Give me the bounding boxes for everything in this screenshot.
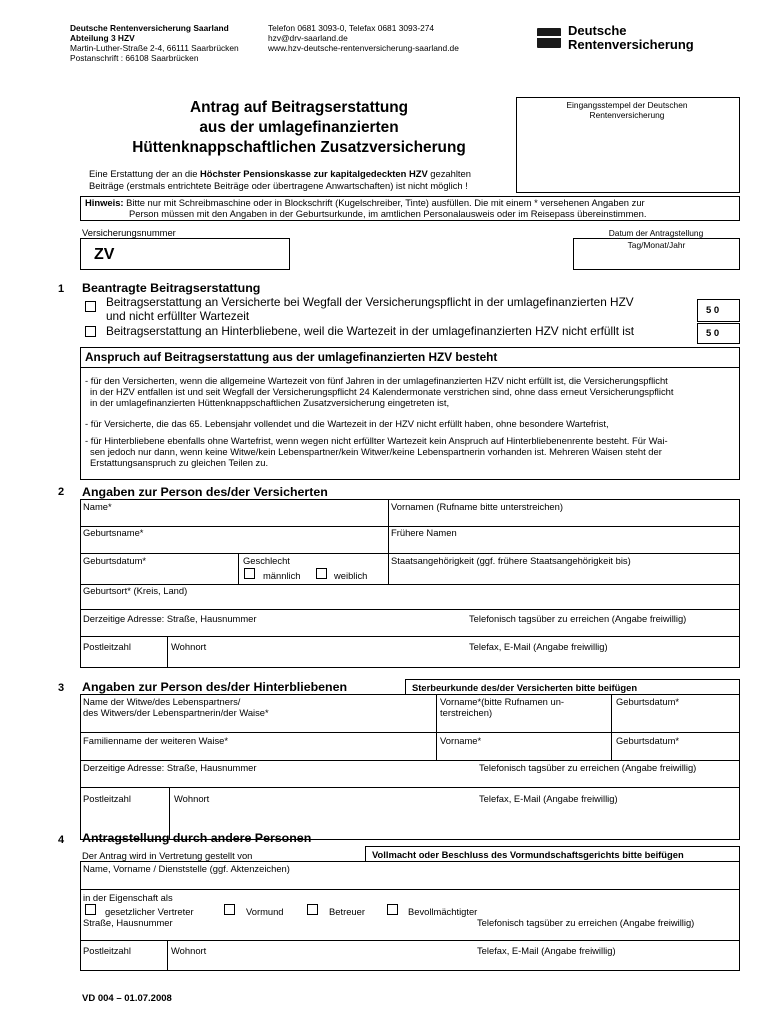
representative-name-label: Name, Vorname / Dienststelle (ggf. Aktenzeichen)	[83, 863, 290, 874]
title-line-3: Hüttenknappschaftlichen Zusatzversicherung	[132, 139, 466, 156]
hint-line-1: Hinweis: Bitte nur mit Schreibmaschine oder in Blockschrift (Kugelschreiber, Tinte) ausfüllen. Die mit einem * versehenen Angaben zur	[85, 197, 645, 208]
option-2-label: Beitragserstattung an Hinterbliebene, weil die Wartezeit in der umlagefinanzierten HZV nicht erfüllt ist	[106, 324, 635, 338]
representative-street-label: Straße, Hausnummer	[83, 917, 173, 928]
insurance-number-field[interactable]	[80, 238, 290, 270]
drv-logo	[536, 27, 562, 54]
intro-line-2: Beiträge (erstmals entrichtete Beiträge oder übertragene Anwartschaften) ist nicht möglich !	[89, 180, 468, 191]
representative-postcode-label: Postleitzahl	[83, 945, 131, 956]
survivor-table	[80, 694, 740, 840]
org-postal-address: Postanschrift : 66108 Saarbrücken	[70, 53, 199, 63]
survivor-birth-date-label: Geburtsdatum*	[616, 696, 680, 707]
nationality-label: Staatsangehörigkeit (ggf. frühere Staatsangehörigkeit bis)	[391, 555, 631, 566]
legal-representative-label: gesetzlicher Vertreter	[105, 906, 194, 917]
name-field-label: Name*	[83, 501, 112, 512]
title-line-2: aus der umlagefinanzierten	[199, 119, 399, 136]
org-department: Abteilung 3 HZV	[70, 33, 135, 43]
female-label: weiblich	[334, 570, 368, 581]
contact-website[interactable]: www.hzv-deutsche-rentenversicherung-saarland.de	[268, 43, 459, 53]
city-label: Wohnort	[171, 641, 207, 652]
section-2-title: Angaben zur Person des/der Versicherten	[82, 485, 328, 499]
representative-city-label: Wohnort	[171, 945, 207, 956]
address-label: Derzeitige Adresse: Straße, Hausnummer	[83, 613, 257, 624]
survivor-postcode-label: Postleitzahl	[83, 793, 131, 804]
guardian-checkbox[interactable]	[224, 904, 235, 915]
carer-checkbox[interactable]	[307, 904, 318, 915]
power-of-attorney-note: Vollmacht oder Beschluss des Vormundschaftsgerichts bitte beifügen	[365, 846, 740, 862]
survivor-city-label: Wohnort	[174, 793, 210, 804]
form-code: VD 004 – 01.07.2008	[82, 993, 172, 1004]
female-checkbox[interactable]	[316, 568, 327, 579]
section-4-title: Antragstellung durch andere Personen	[82, 831, 312, 845]
survivor-first-name-label: Vorname*(bitte Rufnamen un- terstreichen)	[440, 696, 565, 718]
logo-text-2: Rentenversicherung	[568, 37, 694, 52]
male-label: männlich	[263, 570, 301, 581]
representative-table	[80, 861, 740, 971]
birth-date-label: Geburtsdatum*	[83, 555, 147, 566]
guardian-label: Vormund	[246, 906, 284, 917]
widow-name-label: Name der Witwe/des Lebenspartners/ des Witwers/der Lebenspartnerin/der Waise*	[83, 696, 269, 718]
application-date-label: Datum der Antragstellung	[608, 228, 704, 238]
option-1-checkbox[interactable]	[85, 301, 96, 312]
hint-line-2: Person müssen mit den Angaben in der Geburtsurkunde, im amtlichen Personalausweis oder im Reisepass übereinstimmen.	[129, 208, 647, 219]
option-2-code: 5 0	[697, 323, 740, 344]
section-1-number: 1	[58, 283, 65, 295]
claim-title: Anspruch auf Beitragserstattung aus der umlagefinanzierten HZV besteht	[85, 350, 498, 364]
logo-text-1: Deutsche	[568, 23, 627, 38]
authorized-person-checkbox[interactable]	[387, 904, 398, 915]
section-2-number: 2	[58, 486, 65, 498]
fax-email-label: Telefax, E-Mail (Angabe freiwillig)	[469, 641, 608, 652]
claim-paragraph-2: - für Versicherte, die das 65. Lebensjahr vollendet und die Wartezeit in der HZV nicht erfüllt haben, ohne besondere Wartefrist,	[85, 418, 609, 429]
org-name: Deutsche Rentenversicherung Saarland	[70, 23, 229, 33]
section-4-number: 4	[58, 834, 65, 846]
survivor-address-label: Derzeitige Adresse: Straße, Hausnummer	[83, 762, 257, 773]
option-1-code: 5 0	[697, 299, 740, 322]
intro-line-1: Eine Erstattung der an die Höchster Pensionskasse zur kapitalgedeckten HZV gezahlten	[89, 168, 471, 179]
hint-box	[80, 196, 740, 221]
gender-label: Geschlecht	[243, 555, 290, 566]
phone-label: Telefonisch tagsüber zu erreichen (Angabe freiwillig)	[469, 613, 687, 624]
receipt-stamp-box	[516, 97, 740, 193]
application-date-field[interactable]	[573, 238, 740, 270]
male-checkbox[interactable]	[244, 568, 255, 579]
form-title	[84, 98, 514, 158]
representative-phone-label: Telefonisch tagsüber zu erreichen (Angabe freiwillig)	[477, 917, 695, 928]
capacity-label: in der Eigenschaft als	[83, 892, 173, 903]
legal-representative-checkbox[interactable]	[85, 904, 96, 915]
authorized-person-label: Bevollmächtigter	[408, 906, 478, 917]
option-2-checkbox[interactable]	[85, 326, 96, 337]
drv-logo-icon	[536, 27, 562, 49]
insurance-number-label: Versicherungsnummer	[82, 227, 176, 238]
birth-place-label: Geburtsort* (Kreis, Land)	[83, 585, 188, 596]
contact-email[interactable]: hzv@drv-saarland.de	[268, 33, 348, 43]
section-3-number: 3	[58, 682, 65, 694]
option-1-label: Beitragserstattung an Versicherte bei Wegfall der Versicherungspflicht in der umlagefinanzierten HZV und nicht erfüllter Wartezeit	[106, 295, 634, 323]
contact-phone: Telefon 0681 3093-0, Telefax 0681 3093-274	[268, 23, 435, 33]
orphan-family-name-label: Familienname der weiteren Waise*	[83, 735, 229, 746]
claim-box	[80, 347, 740, 480]
representative-fax-email-label: Telefax, E-Mail (Angabe freiwillig)	[477, 945, 616, 956]
claim-paragraph-3: - für Hinterbliebene ebenfalls ohne Wartefrist, wenn wegen nicht erfüllter Wartezeit kein Anspruch auf Hinterbliebenenrente besteht. Für Wai- sen jedoch nur dann, wenn keine Witwe/kein Lebenspartner/kein Witwer/keine Lebenspartnerin vorhanden ist. Mehreren Waisen steht der Erstattungsanspruch zu gleichen Teilen zu.	[85, 435, 668, 468]
title-line-1: Antrag auf Beitragserstattung	[189, 99, 409, 116]
section-1-title: Beantragte Beitragserstattung	[82, 281, 261, 295]
stamp-label: Eingangsstempel der Deutschen Rentenversicherung	[566, 100, 688, 120]
insurance-number-value: ZV	[94, 246, 115, 263]
survivor-phone-label: Telefonisch tagsüber zu erreichen (Angabe freiwillig)	[479, 762, 697, 773]
birth-name-label: Geburtsname*	[83, 527, 144, 538]
represented-by-label: Der Antrag wird in Vertretung gestellt von	[82, 850, 253, 861]
death-certificate-note: Sterbeurkunde des/der Versicherten bitte beifügen	[405, 679, 740, 695]
former-names-label: Frühere Namen	[391, 527, 457, 538]
survivor-fax-email-label: Telefax, E-Mail (Angabe freiwillig)	[479, 793, 618, 804]
orphan-first-name-label: Vorname*	[440, 735, 482, 746]
postcode-label: Postleitzahl	[83, 641, 131, 652]
carer-label: Betreuer	[329, 906, 365, 917]
section-3-title: Angaben zur Person des/der Hinterbliebenen	[82, 680, 348, 694]
first-names-label: Vornamen (Rufname bitte unterstreichen)	[391, 501, 563, 512]
insured-person-table	[80, 499, 740, 668]
orphan-birth-date-label: Geburtsdatum*	[616, 735, 680, 746]
application-date-sublabel: Tag/Monat/Jahr	[627, 240, 686, 250]
claim-paragraph-1: - für den Versicherten, wenn die allgemeine Wartezeit von fünf Jahren in der umlagefinanzierten HZV nicht erfüllt ist, die Versicherungspflicht in der HZV entfallen ist und seit Wegfall der Versicherungspflicht 24 Kalendermonate verstrichen sind, ohne dass erneut Versicherungspflicht in der umlagefinanzierten Hüttenknappschaftlichen Zusatzversicherung eingetreten ist,	[85, 375, 674, 408]
org-address: Martin-Luther-Straße 2-4, 66111 Saarbrücken	[70, 43, 239, 53]
